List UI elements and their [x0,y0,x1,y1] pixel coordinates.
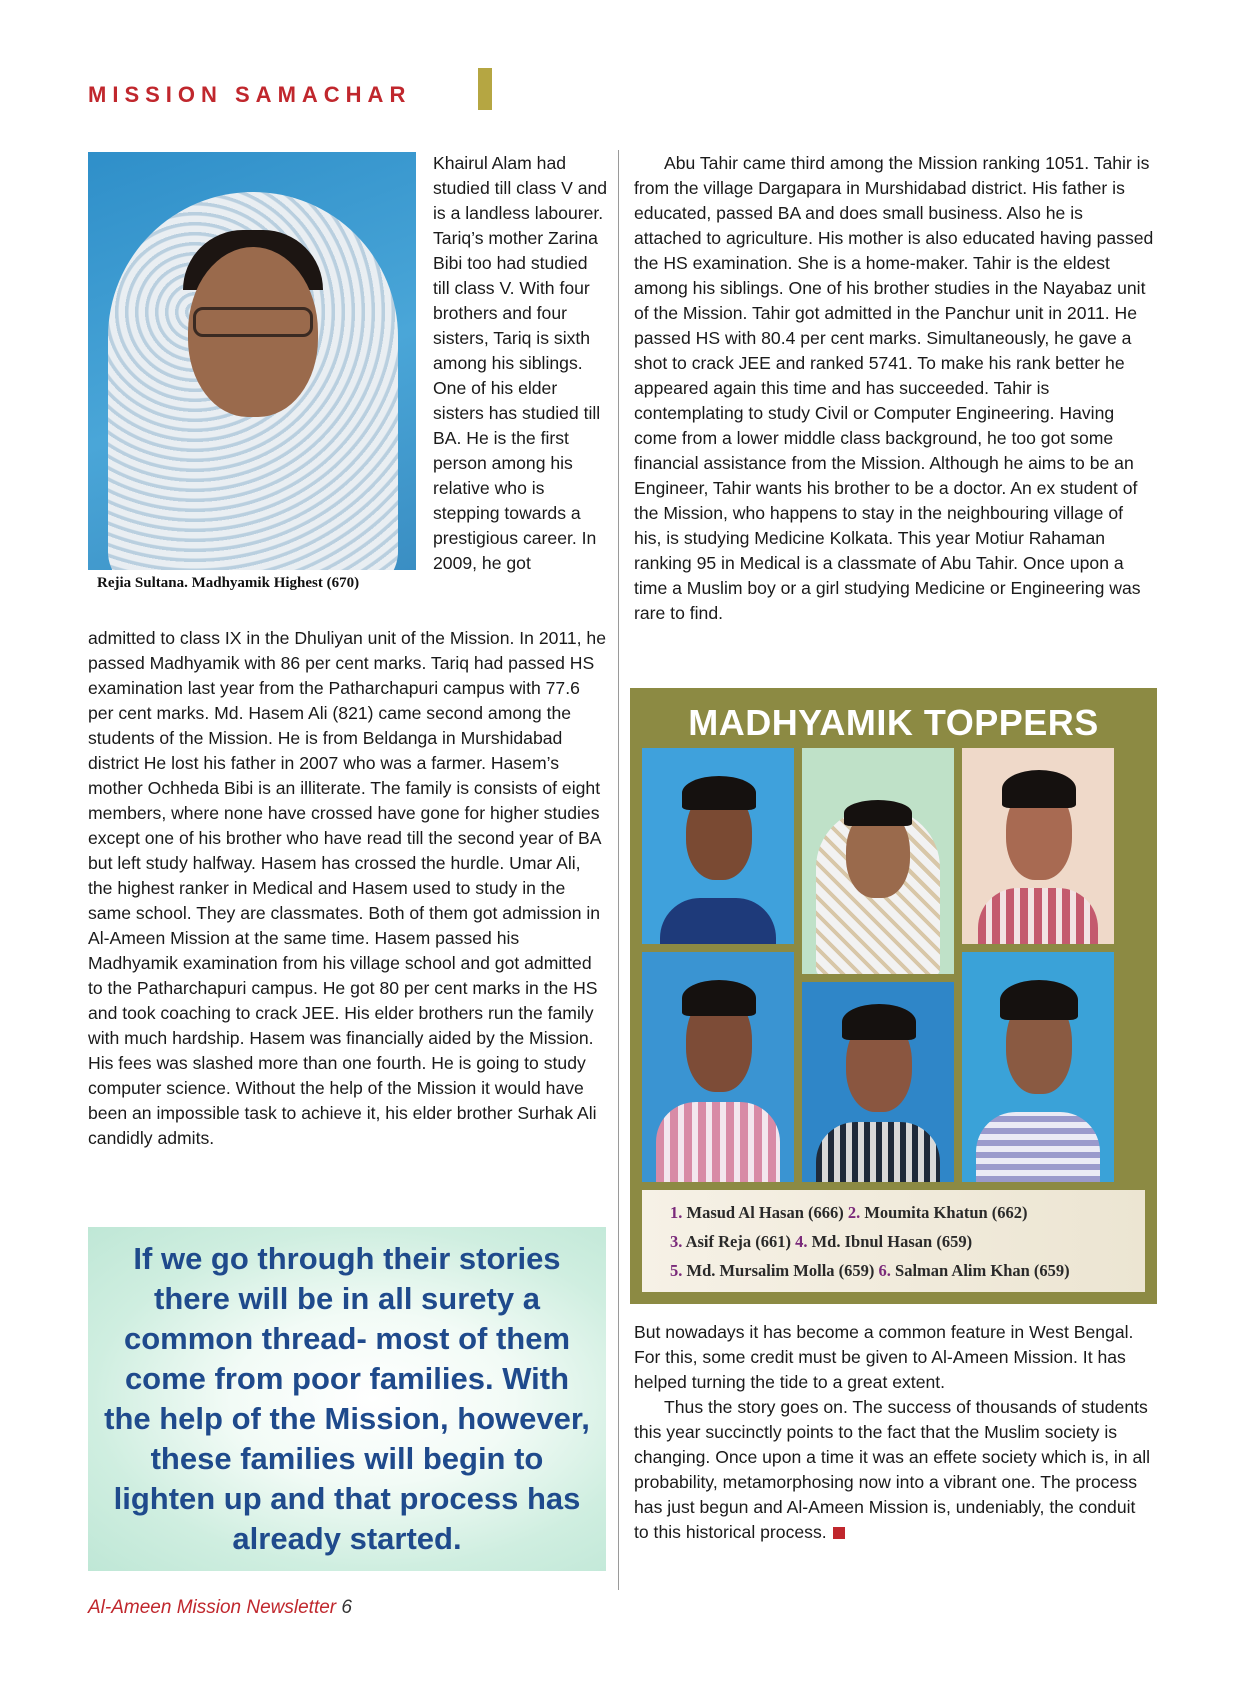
topper-photo-2 [802,748,954,974]
page-footer [88,1597,352,1619]
toppers-caption-line-2: 3. Asif Reja (661) 4. Md. Ibnul Hasan (659) [670,1232,973,1251]
left-column-body-text: admitted to class IX in the Dhuliyan unit of the Mission. In 2011, he passed Madhyamik with 86 per cent marks. Tariq had passed HS examination last year from the Patharchapuri campus with 77.6 per cent marks. Md. Hasem Ali (821) came second among the students of the Mission. He is from Beldanga in Murshidabad district He lost his father in 2007 who was a farmer. Hasem’s mother Ochheda Bibi is an illiterate. The family is consists of eight members, where none have crossed have gone for higher studies except one of his brother who have read till the second year of BA but left study halfway. Hasem has crossed the hurdle. Umar Ali, the highest ranker in Medical and Hasem used to study in the same school. They are classmates. Both of them got admission in Al-Ameen Mission at the same time. Hasem passed his Madhyamik examination from his village school and got admitted to the Patharchapuri campus. He got 80 per cent marks in the HS and took coaching to crack JEE. His elder brothers run the family with much hardship. Hasem was financially aided by the Mission. His fees was slashed more than one fourth. He is going to study computer science. Without the help of the Mission it would have been an impossible task to achieve it, his elder brother Surhak Ali candidly admits. [88,628,607,1148]
toppers-caption-line-3: 5. Md. Mursalim Molla (659) 6. Salman Alim Khan (659) [670,1261,1070,1280]
toppers-caption [642,1190,1145,1292]
publication-name: Al-Ameen Mission Newsletter [88,1597,337,1618]
topper-name: Moumita Khatun (662) [864,1203,1028,1222]
right-column-paragraph: Abu Tahir came third among the Mission ranking 1051. Tahir is from the village Dargapara in Murshidabad district. His father is educated, passed BA and does small business. Also he is attached to agriculture. His mother is also educated having passed the HS examination. She is a home-maker. Tahir is the eldest among his siblings. One of his brother studies in the Nayabaz unit of the Mission. Tahir got admitted in the Panchur unit in 2011. He passed HS with 80.4 per cent marks. Simultaneously, he gave a shot to crack JEE and ranked 5741. To make his rank better he appeared again this time and has succeeded. Tahir is contemplating to study Civil or Computer Engineering. Having come from a lower middle class background, he too got some financial assistance from the Mission. Although he aims to be an Engineer, Tahir wants his brother to be a doctor. An ex student of the Mission, who happens to stay in the neighbouring village of his, is studying Medicine Kolkata. This year Motiur Rahaman ranking 95 in Medical is a classmate of Abu Tahir. Once upon a time a Muslim boy or a girl studying Medicine or Engineering was rare to find. [634,153,1154,623]
topper-name: Md. Ibnul Hasan (659) [811,1232,973,1251]
masthead [88,82,411,108]
header-accent-bar [478,68,492,110]
left-column-wrap-text: Khairul Alam had studied till class V and is a landless labourer. Tariq’s mother Zarina Bibi too had studied till class V. With four brothers and four sisters, Tariq is sixth among his siblings. One of his elder sisters has studied till BA. He is the first person among his relative who is stepping towards a prestigious career. In 2009, he got [433,153,608,573]
right-column-top-text [634,151,1154,626]
column-divider [618,150,619,1590]
glasses-icon [193,307,313,337]
section-title: MISSION SAMACHAR [88,82,412,107]
topper-name: Asif Reja (661) [685,1232,791,1251]
topper-name: Masud Al Hasan (666) [686,1203,844,1222]
toppers-caption-line-1: 1. Masud Al Hasan (666) 2. Moumita Khatun (662) [670,1203,1028,1222]
toppers-title: MADHYAMIK TOPPERS [688,702,1099,743]
topper-name: Md. Mursalim Molla (659) [686,1261,875,1280]
right-column-bottom-text [634,1320,1154,1545]
topper-name: Salman Alim Khan (659) [895,1261,1070,1280]
right-column-paragraph: Thus the story goes on. The success of thousands of students this year succinctly points to the fact that the Muslim society is changing. Once upon a time it was an effete society which is, in all probability, metamorphosing now into a vibrant one. The process has just begun and Al-Ameen Mission is, undeniably, the conduit to this historical process. [634,1397,1151,1542]
end-mark-icon [833,1527,845,1539]
photo-rejia-sultana [88,152,416,570]
topper-photo-3 [962,748,1114,944]
right-column-paragraph: But nowadays it has become a common feature in West Bengal. For this, some credit must be given to Al-Ameen Mission. It has helped turning the tide to a great extent. [634,1322,1134,1392]
madhyamik-toppers-box [630,688,1157,1304]
topper-photo-5 [802,982,954,1182]
pull-quote [88,1227,606,1571]
topper-photo-6 [962,952,1114,1182]
photo-caption: Rejia Sultana. Madhyamik Highest (670) [97,575,360,591]
page-number: 6 [341,1597,352,1618]
topper-photo-1 [642,748,794,944]
topper-photo-4 [642,952,794,1182]
pull-quote-text: If we go through their stories there will be in all surety a common thread- most of them come from poor families. With the help of the Mission, however, these families will begin to lighten up and that process has already started. [104,1241,590,1556]
